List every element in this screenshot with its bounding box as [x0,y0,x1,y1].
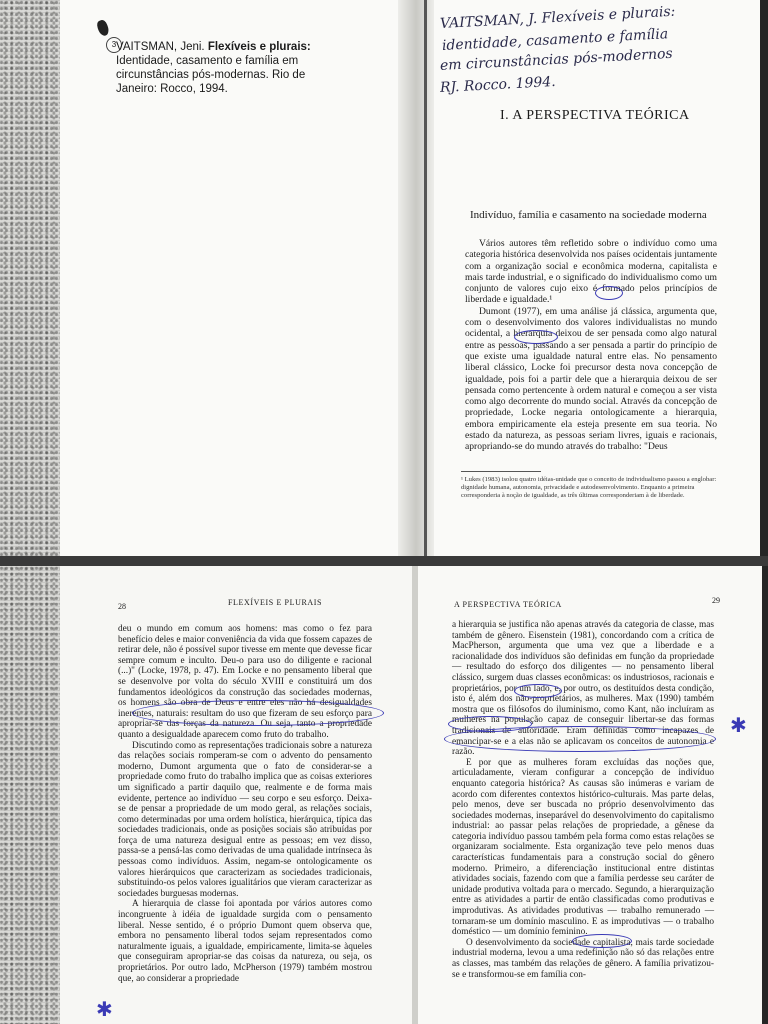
handwritten-line-4: RJ. Rocco. 1994. [439,73,557,96]
left-paragraph-2: Discutindo como as representações tradicionais sobre a natureza das relações sociais romperam-se com o advento do pensamento moderno, Dumont argumenta que o fato de considerar-se a propriedade como fruto do trabalho implica que as coisas exteriores um significado a partir daquilo que, realmente e de forma mais evidente, pertence ao indivíduo — seu corpo e seu esforço. Deixa-se de pensar a propriedade de um modo geral, as relações sociais, como determinadas por uma ordem holística, hierárquica, típica das sociedades tradicionais, onde as posições sociais são atribuídas por força de uma natureza desigual entre as pessoas; em vez disso, passa-se a pensá-las como derivadas de uma qualidade intrínseca às pessoas como indivíduos. Assim, negam-se ontologicamente os valores hierárquicos que caracterizam as sociedades tradicionais, substituindo-os pelos valores igualitários que vieram caracterizar as sociedades burguesas modernas. [118,740,372,899]
citation-subtitle: Identidade, casamento e família em circunstâncias pós-modernas. [116,55,299,81]
citation-author: VAITSMAN, Jeni. [116,41,205,53]
scan-shadow-edge [0,0,60,556]
scan-border [760,0,768,556]
running-head-left: FLEXÍVEIS E PLURAIS [228,598,323,607]
scanned-page-29 [412,566,768,1024]
left-paragraph-1: deu o mundo em comum aos homens: mas como o fez para benefício deles e maior conveniência da vida que fossem capazes de retirar dele, não é possível supor tivesse em mente que devesse ficar sempre comum e inculto. Deu-o para uso do diligente e racional (...)" (Locke, 1978, p. 47). Em Locke e no pensamento liberal que se desenvolve por volta do século XVIII e constituirá um dos fundamentos ideológicos da construção das sociedades modernas, os homens são obra de Deus e entre eles não há desigualdades inerentes, naturais: resultam do uso que fizeram de seu esforço para apropriar-se das forças da natureza. Ou seja, tanto a propriedade quanto a desigualdade aparecem como fruto do trabalho. [118,624,372,740]
handwritten-line-2: identidade, casamento e família [441,26,669,54]
footnote-rule [461,471,541,472]
right-paragraph-2: E por que as mulheres foram excluídas das noções que, articuladamente, vieram configurar a concepção de indivíduo enquanto categoria histórica? As causas são inúmeras e variam de acordo com diferentes contextos histórico-culturais. Mas parte delas, pelo menos, deve ser buscada no próprio desenvolvimento das sociedades modernas, inseparável do desenvolvimento do capitalismo industrial: ao passar pelas relações de propriedade, a gênese da categoria indivíduo passou também pela forma como estas relações se organizaram socialmente. Esta organização teve pelo menos duas características fundamentais para a construção social do gênero moderno. Primeiro, a diferenciação institucional entre distintas atividades sociais, fazendo com que a família perdesse seu caráter de unidade produtiva voltada para o mercado. Segundo, a hierarquização entre as atividades a partir de então classificadas como produtivas e improdutivas. As atividades produtivas — trabalho remunerado — tornaram-se um domínio masculino. E as improdutivas — o trabalho doméstico — um domínio feminino. [452,757,714,938]
running-head-right: A PERSPECTIVA TEÓRICA [454,600,562,609]
margin-star-right: ✱ [730,715,747,737]
chapter-title: I. A PERSPECTIVA TEÓRICA [500,108,690,123]
right-body-text [452,620,714,980]
top-body-text [465,238,717,453]
citation-title: Flexíveis e plurais: [207,41,311,53]
left-body-text [118,624,372,984]
citation-label [116,40,326,96]
top-paragraph-1: Vários autores têm refletido sobre o indivíduo como uma categoria histórica desenvolvida nos países ocidentais juntamente com a organização social e econômica moderna, capitalista e mais tarde industrial, e o significado do individualismo como um conjunto de valores cujo eixo é formado pelos princípios de liberdade e igualdade.¹ [465,238,717,306]
right-paragraph-1: a hierarquia se justifica não apenas através da categoria de classe, mas também de gênero. Eisenstein (1981), concordando com a crítica de MacPherson, argumenta que uma vez que a liberdade e a racionalidade dos indivíduos são definidas em função da propriedade — resultado do esforço dos diligentes — no pensamento liberal clássico, surgem duas classes econômicas: os industriosos, racionais e proprietários, por um lado, e, por outro, os destituídos desta condição, isto é, além dos não-proprietários, as mulheres. Max (1990) também mostra que os filósofos do iluminismo, como Kant, não incluíram as mulheres na população capaz de conseguir libertar-se das formas tradicionais de autoridade. Eram definidas como incapazes de emancipar-se e a elas não se aplicavam os conceitos de autonomia e razão. [452,620,714,758]
margin-star-left: ✱ [96,999,113,1021]
handwritten-line-1: VAITSMAN, J. Flexíveis e plurais: [439,3,676,32]
page-edge-line [424,0,427,556]
page-number-right: 29 [712,596,720,605]
scan-separator [0,556,768,566]
scanned-page-28 [0,566,412,1024]
footnote: ¹ Lukes (1983) isolou quatro idéias-unidade que o conceito de individualismo passou a englobar: dignidade humana, autonomia, privacidade e autodesenvolvimento. Enquanto a primeira corresponderia à noção de igualdade, as três últimas corresponderiam à de liberdade. [461,476,717,499]
gutter-shadow [412,566,418,1024]
page-number-left: 28 [118,602,126,611]
scan-border-right [762,566,768,1024]
book-gutter [398,0,434,556]
ink-blot [96,19,111,37]
top-paragraph-2: Dumont (1977), em uma análise já clássica, argumenta que, com o desenvolvimento dos valores individualistas no mundo ocidental, a hierarquia deixou de ser pensada como algo natural entre as pessoas, passando a ser pensada a partir do princípio de que existe uma igualdade natural entre elas. No pensamento liberal clássico, Locke foi precursor desta nova concepção de igualdade, pois foi a partir dele que a hierarquia deixou de ser pensada como pertencente à ordem natural e começou a ser vista como algo decorrente do mundo social. Através da concepção de propriedade, Locke negaria ontologicamente a hierarquia, embora empiricamente ela esteja presente em sua teoria. No estado da natureza, as pessoas seriam livres, iguais e racionais, apropriando-se do mundo através do trabalho: "Deus [465,305,717,453]
citation-place: Rio de Janeiro: Rocco, 1994. [116,69,306,95]
right-paragraph-3: O desenvolvimento da sociedade capitalista, mais tarde sociedade industrial moderna, levou a uma redefinição não só das relações entre as classes, mas também das relações de gênero. A família privatizou-se e transformou-se em família con- [452,937,714,980]
page-number-circle: 3 [106,37,122,53]
scan-shadow-edge-left [0,566,60,1024]
handwritten-line-3: em circunstâncias pós-modernos [439,45,674,74]
left-paragraph-3: A hierarquia de classe foi apontada por vários autores como incongruente à idéia de igualdade surgida com o pensamento liberal. Nesse sentido, é o próprio Dumont quem observa que, embora no pensamento liberal todos sejam representados como naturalmente iguais, a igualdade, empiricamente, limita-se àqueles que conseguiram apropriar-se das coisas da natureza, ou seja, os proprietários. Por outro lado, McPherson (1979) também mostrou que, ao considerar a propriedade [118,899,372,984]
section-title: Indivíduo, família e casamento na sociedade moderna [470,209,707,221]
